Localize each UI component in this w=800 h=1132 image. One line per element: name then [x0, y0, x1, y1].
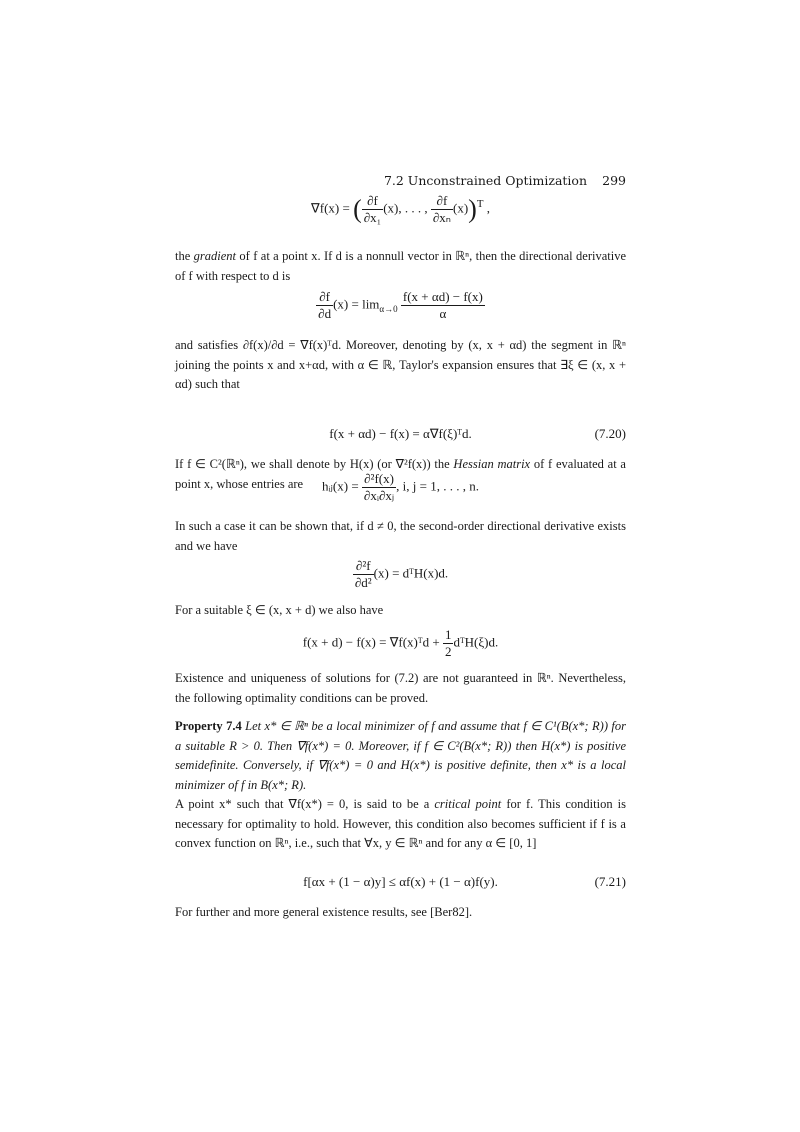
fraction: $\frac{\partial f}{\text{∂x₁}}$	[363, 193, 382, 225]
paragraph: Existence and uniqueness of solutions for (7.2) are not guaranteed in ℝⁿ. Nevertheless, the following optimality conditions can be proved.	[175, 671, 626, 705]
fraction: $\frac{\text{∂²f}}{\text{∂d²}}$	[354, 558, 372, 590]
equation-number: (7.20)	[594, 426, 626, 441]
fraction: $\frac{1}{2}$	[444, 627, 452, 659]
right-paren: )	[468, 194, 477, 224]
running-header: 7.2 Unconstrained Optimization	[383, 173, 587, 188]
equation-number: (7.21)	[594, 874, 626, 889]
gradient-lhs: ∇f(x) =	[311, 200, 350, 216]
paragraph: In such a case it can be shown that, if d ≠ 0, the second-order directional derivative exists and we have	[175, 519, 626, 553]
fraction: $\frac{f(x + \alpha d) - f(x)}{\alpha}$	[402, 289, 483, 321]
page-number: 299	[602, 173, 626, 188]
equation-second-derivative: $\frac{\text{∂²f}}{\text{∂d²}}$ (x) = dᵀH(x)d.	[354, 558, 449, 590]
property-7-4: Property 7.4 Let x* ∈ ℝⁿ be a local minimizer of f and assume that f ∈ C¹(B(x*; R)) for a suitable R > 0. Then ∇f(x*) = 0. Moreover, if f ∈ C²(B(x*; R)) then H(x*) is positive semidefinite. Conversely, if ∇f(x*) = 0 and H(x*) is positive definite, then x* is a local minimizer of f in B(x*; R).	[175, 719, 626, 792]
equation-7-20: f(x + αd) − f(x) = α∇f(ξ)ᵀd.	[329, 426, 472, 441]
paragraph: For further and more general existence results, see [Ber82].	[175, 905, 473, 919]
equation-taylor: f(x + d) − f(x) = ∇f(x)ᵀd + $\frac{1}{2}$ dᵀH(ξ)d.	[302, 627, 499, 659]
left-paren: (	[353, 194, 362, 224]
paragraph: A point x* such that ∇f(x*) = 0, is said to be a critical point for f. This condition is necessary for optimality to hold. However, this condition also becomes sufficient if f is a convex function on ℝⁿ, i.e., such that ∀x, y ∈ ℝⁿ and for any α ∈ [0, 1]	[175, 797, 626, 850]
equation-hessian-entries: hᵢⱼ(x) = $\frac{\text{∂²f(x)}}{\text{∂xᵢ∂xⱼ}}$ , i, j = 1, . . . , n.	[322, 471, 479, 503]
fraction: $\frac{\partial f}{\partial d}$	[318, 289, 332, 321]
equation-7-21: f[αx + (1 − α)y] ≤ αf(x) + (1 − α)f(y).	[303, 874, 498, 889]
paragraph: For a suitable ξ ∈ (x, x + d) we also have	[175, 603, 384, 617]
paragraph: If f ∈ C²(ℝⁿ), we shall denote by H(x) (or ∇²f(x)) the Hessian matrix of f evaluated at a point x, whose entries are	[175, 457, 626, 491]
fraction: $\frac{\text{∂²f(x)}}{\text{∂xᵢ∂xⱼ}}$	[363, 471, 395, 503]
equation-gradient: ∇f(x) = ( $\frac{\partial f}{\text{∂x₁}}$ (x), . . . , $\frac{\partial f}{\text{∂xₙ}}$ (x))$^T$ ,	[311, 193, 490, 225]
equation-directional-derivative: $\frac{\partial f}{\partial d}$ $(x) = \lim_{\alpha\to 0}$ $\frac{f(x + \alpha d) - f(x)}{\alpha}$	[318, 289, 483, 321]
paragraph: and satisfies ∂f(x)/∂d = ∇f(x)ᵀd. Moreover, denoting by (x, x + αd) the segment in ℝⁿ joining the points x and x+αd, with α ∈ ℝ, Taylor's expansion ensures that ∃ξ ∈ (x, x + αd) such that	[175, 338, 626, 391]
fraction: $\frac{\partial f}{\text{∂xₙ}}$	[432, 193, 451, 225]
paragraph: the gradient of f at a point x. If d is a nonnull vector in ℝⁿ, then the directional derivative of f with respect to d is	[175, 249, 626, 283]
